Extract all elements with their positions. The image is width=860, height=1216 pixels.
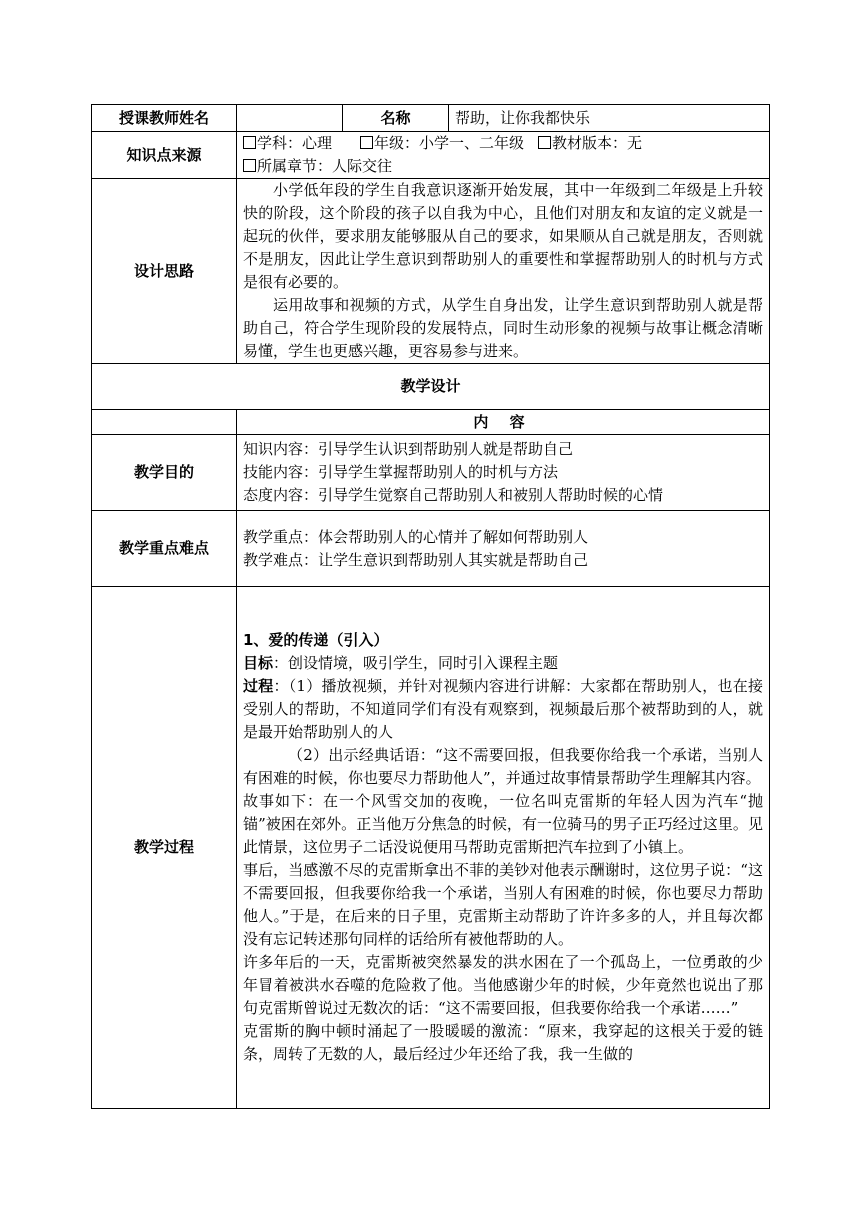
keypoints-row — [92, 511, 770, 587]
lesson-plan-table — [91, 104, 770, 1109]
keypoints-label: 教学重点难点 — [92, 511, 237, 587]
design-row — [92, 179, 770, 364]
content-header-blank — [92, 410, 237, 435]
source-textbook: 教材版本：无 — [552, 134, 643, 152]
checkbox-grade — [360, 136, 373, 149]
header-row — [92, 105, 770, 132]
objectives-row — [92, 435, 770, 511]
objective-knowledge: 知识内容：引导学生认识到帮助别人就是帮助自己 — [243, 440, 574, 458]
keypoints-content — [237, 511, 770, 587]
objectives-label: 教学目的 — [92, 435, 237, 511]
objective-attitude: 态度内容：引导学生觉察自己帮助别人和被别人帮助时候的心情 — [243, 486, 664, 504]
process-label: 教学过程 — [92, 587, 237, 1109]
process-row — [92, 587, 770, 1109]
checkbox-textbook — [538, 136, 551, 149]
design-paragraph-1: 小学低年段的学生自我意识逐渐开始发展，其中一年级到二年级是上升较快的阶段，这个阶段的孩子以自我为中心，且他们对朋友和友谊的定义就是一起玩的伙伴，要求朋友能够服从自己的要求，如果顺从自己就是朋友，否则就不是朋友，因此让学生意识到帮助别人的重要性和掌握帮助别人的时机与方式是很有必要的。 — [243, 181, 763, 291]
source-content — [237, 132, 770, 179]
source-subject: 学科：心理 — [257, 134, 333, 152]
design-content — [237, 179, 770, 364]
process-step-1: ：（1）播放视频，并针对视频内容进行讲解：大家都在帮助别人，也在接受别人的帮助，不知道同学们有没有观察到，视频最后那个被帮助到的人，就是最开始帮助别人的人 — [243, 677, 763, 741]
objective-skill: 技能内容：引导学生掌握帮助别人的时机与方法 — [243, 463, 559, 481]
process-step-label: 过程 — [243, 677, 274, 695]
name-label: 名称 — [343, 105, 449, 132]
source-label: 知识点来源 — [92, 132, 237, 179]
process-content — [237, 587, 770, 1109]
design-paragraph-2: 运用故事和视频的方式，从学生自身出发，让学生意识到帮助别人就是帮助自己，符合学生现阶段的发展特点，同时生动形象的视频与故事让概念清晰易懂，学生也更感兴趣，更容易参与进来。 — [243, 296, 763, 360]
keypoint-focus: 教学重点：体会帮助别人的心情并了解如何帮助别人 — [243, 527, 589, 546]
content-header: 内 容 — [237, 410, 770, 435]
name-value: 帮助，让你我都快乐 — [449, 105, 770, 132]
keypoint-difficulty: 教学难点：让学生意识到帮助别人其实就是帮助自己 — [243, 550, 589, 569]
story-paragraph-2: 事后，当感激不尽的克雷斯拿出不菲的美钞对他表示酬谢时，这位男子说：“这不需要回报，但我要你给我一个承诺，当别人有困难的时候，你也要尽力帮助他人。”于是，在后来的日子里，克雷斯主动帮助了许许多多的人，并且每次都没有忘记转述那句同样的话给所有被他帮助的人。 — [243, 861, 763, 948]
source-chapter: 所属章节：人际交往 — [257, 157, 393, 175]
story-paragraph-3: 许多年后的一天，克雷斯被突然暴发的洪水困在了一个孤岛上，一位勇敢的少年冒着被洪水吞噬的危险救了他。当他感谢少年的时候，少年竟然也说出了那句克雷斯曾说过无数次的话：“这不需要回报，但我要你给我一个承诺……” — [243, 953, 763, 1017]
source-row — [92, 132, 770, 179]
process-goal-label: 目标 — [243, 654, 274, 672]
story-paragraph-4: 克雷斯的胸中顿时涌起了一股暖暖的激流：“原来，我穿起的这根关于爱的链条，周转了无数的人，最后经过少年还给了我，我一生做的 — [243, 1022, 763, 1063]
process-goal-text: ：创设情境，吸引学生，同时引入课程主题 — [273, 654, 559, 672]
checkbox-chapter — [243, 159, 256, 172]
design-label: 设计思路 — [92, 179, 237, 364]
source-grade: 年级：小学一、二年级 — [374, 134, 525, 152]
process-section-title: 1、爱的传递（引入） — [243, 631, 389, 649]
checkbox-subject — [243, 136, 256, 149]
process-step-2: （2）出示经典话语：“这不需要回报，但我要你给我一个承诺，当别人有困难的时候，你也要尽力帮助他人”，并通过故事情景帮助学生理解其内容。 — [243, 746, 763, 787]
teaching-design-title: 教学设计 — [92, 364, 770, 410]
teacher-value — [237, 105, 343, 132]
objectives-content — [237, 435, 770, 511]
content-header-row — [92, 410, 770, 435]
story-paragraph-1: 故事如下：在一个风雪交加的夜晚，一位名叫克雷斯的年轻人因为汽车“抛锚”被困在郊外。正当他万分焦急的时候，有一位骑马的男子正巧经过这里。见此情景，这位男子二话没说便用马帮助克雷斯把汽车拉到了小镇上。 — [243, 792, 763, 856]
teacher-label: 授课教师姓名 — [92, 105, 237, 132]
teaching-design-row — [92, 364, 770, 410]
